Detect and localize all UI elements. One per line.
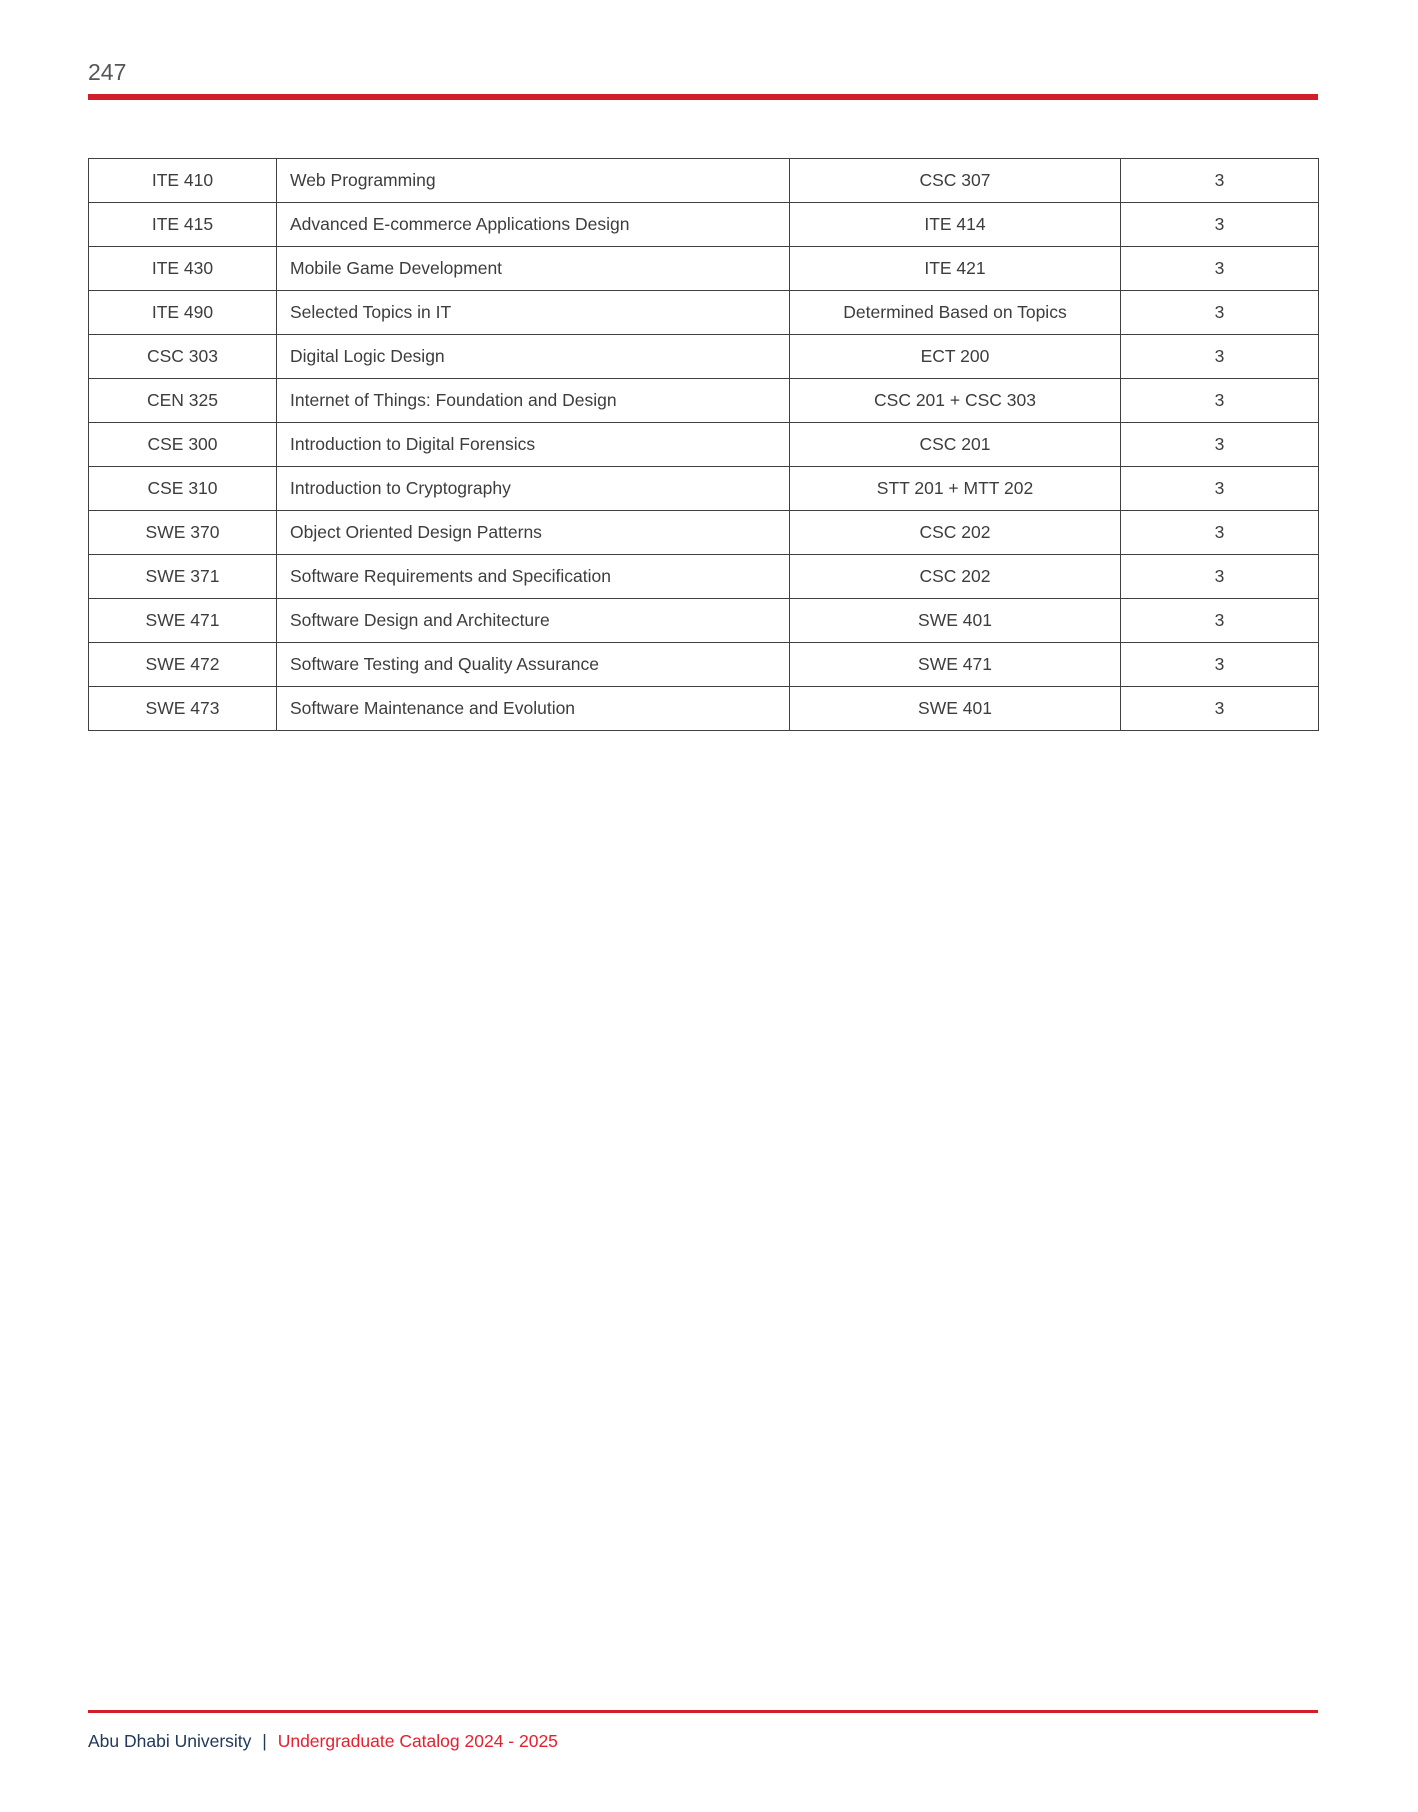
footer-rule: [88, 1710, 1318, 1713]
footer-separator: |: [262, 1731, 267, 1751]
course-title-cell: Internet of Things: Foundation and Design: [277, 379, 790, 423]
prerequisite-cell: STT 201 + MTT 202: [790, 467, 1121, 511]
course-code-cell: CSE 310: [89, 467, 277, 511]
prerequisite-cell: Determined Based on Topics: [790, 291, 1121, 335]
credits-cell: 3: [1121, 555, 1319, 599]
credits-cell: 3: [1121, 423, 1319, 467]
credits-cell: 3: [1121, 247, 1319, 291]
course-row: [89, 379, 1319, 423]
credits-cell: 3: [1121, 159, 1319, 203]
course-code-cell: SWE 371: [89, 555, 277, 599]
course-title-cell: Advanced E-commerce Applications Design: [277, 203, 790, 247]
prerequisite-cell: SWE 471: [790, 643, 1121, 687]
course-row: [89, 291, 1319, 335]
course-row: [89, 203, 1319, 247]
prerequisite-cell: CSC 307: [790, 159, 1121, 203]
course-row: [89, 335, 1319, 379]
credits-cell: 3: [1121, 203, 1319, 247]
course-title-cell: Introduction to Cryptography: [277, 467, 790, 511]
course-code-cell: CEN 325: [89, 379, 277, 423]
credits-cell: 3: [1121, 335, 1319, 379]
course-row: [89, 423, 1319, 467]
course-title-cell: Software Testing and Quality Assurance: [277, 643, 790, 687]
credits-cell: 3: [1121, 379, 1319, 423]
footer-catalog-title: Undergraduate Catalog 2024 - 2025: [277, 1731, 558, 1751]
course-title-cell: Selected Topics in IT: [277, 291, 790, 335]
course-row: [89, 159, 1319, 203]
course-code-cell: ITE 490: [89, 291, 277, 335]
course-table: [88, 158, 1319, 731]
course-row: [89, 643, 1319, 687]
prerequisite-cell: ECT 200: [790, 335, 1121, 379]
credits-cell: 3: [1121, 467, 1319, 511]
credits-cell: 3: [1121, 511, 1319, 555]
course-title-cell: Mobile Game Development: [277, 247, 790, 291]
credits-cell: 3: [1121, 687, 1319, 731]
course-title-cell: Software Design and Architecture: [277, 599, 790, 643]
course-code-cell: SWE 471: [89, 599, 277, 643]
course-title-cell: Introduction to Digital Forensics: [277, 423, 790, 467]
footer-university-name: Abu Dhabi University: [88, 1731, 252, 1751]
course-row: [89, 247, 1319, 291]
footer: [88, 1729, 558, 1753]
course-code-cell: ITE 410: [89, 159, 277, 203]
course-code-cell: SWE 472: [89, 643, 277, 687]
prerequisite-cell: CSC 202: [790, 555, 1121, 599]
course-row: [89, 511, 1319, 555]
course-code-cell: ITE 430: [89, 247, 277, 291]
course-row: [89, 555, 1319, 599]
course-code-cell: CSC 303: [89, 335, 277, 379]
credits-cell: 3: [1121, 599, 1319, 643]
course-row: [89, 599, 1319, 643]
course-title-cell: Object Oriented Design Patterns: [277, 511, 790, 555]
header-rule: [88, 94, 1318, 100]
course-code-cell: SWE 473: [89, 687, 277, 731]
credits-cell: 3: [1121, 643, 1319, 687]
prerequisite-cell: ITE 421: [790, 247, 1121, 291]
page-number: 247: [88, 59, 127, 85]
course-code-cell: CSE 300: [89, 423, 277, 467]
course-title-cell: Software Maintenance and Evolution: [277, 687, 790, 731]
course-row: [89, 467, 1319, 511]
course-title-cell: Software Requirements and Specification: [277, 555, 790, 599]
prerequisite-cell: SWE 401: [790, 687, 1121, 731]
course-table-body: [89, 159, 1319, 731]
prerequisite-cell: SWE 401: [790, 599, 1121, 643]
prerequisite-cell: CSC 201 + CSC 303: [790, 379, 1121, 423]
course-row: [89, 687, 1319, 731]
prerequisite-cell: CSC 201: [790, 423, 1121, 467]
prerequisite-cell: ITE 414: [790, 203, 1121, 247]
course-code-cell: ITE 415: [89, 203, 277, 247]
credits-cell: 3: [1121, 291, 1319, 335]
course-title-cell: Digital Logic Design: [277, 335, 790, 379]
course-code-cell: SWE 370: [89, 511, 277, 555]
course-title-cell: Web Programming: [277, 159, 790, 203]
prerequisite-cell: CSC 202: [790, 511, 1121, 555]
